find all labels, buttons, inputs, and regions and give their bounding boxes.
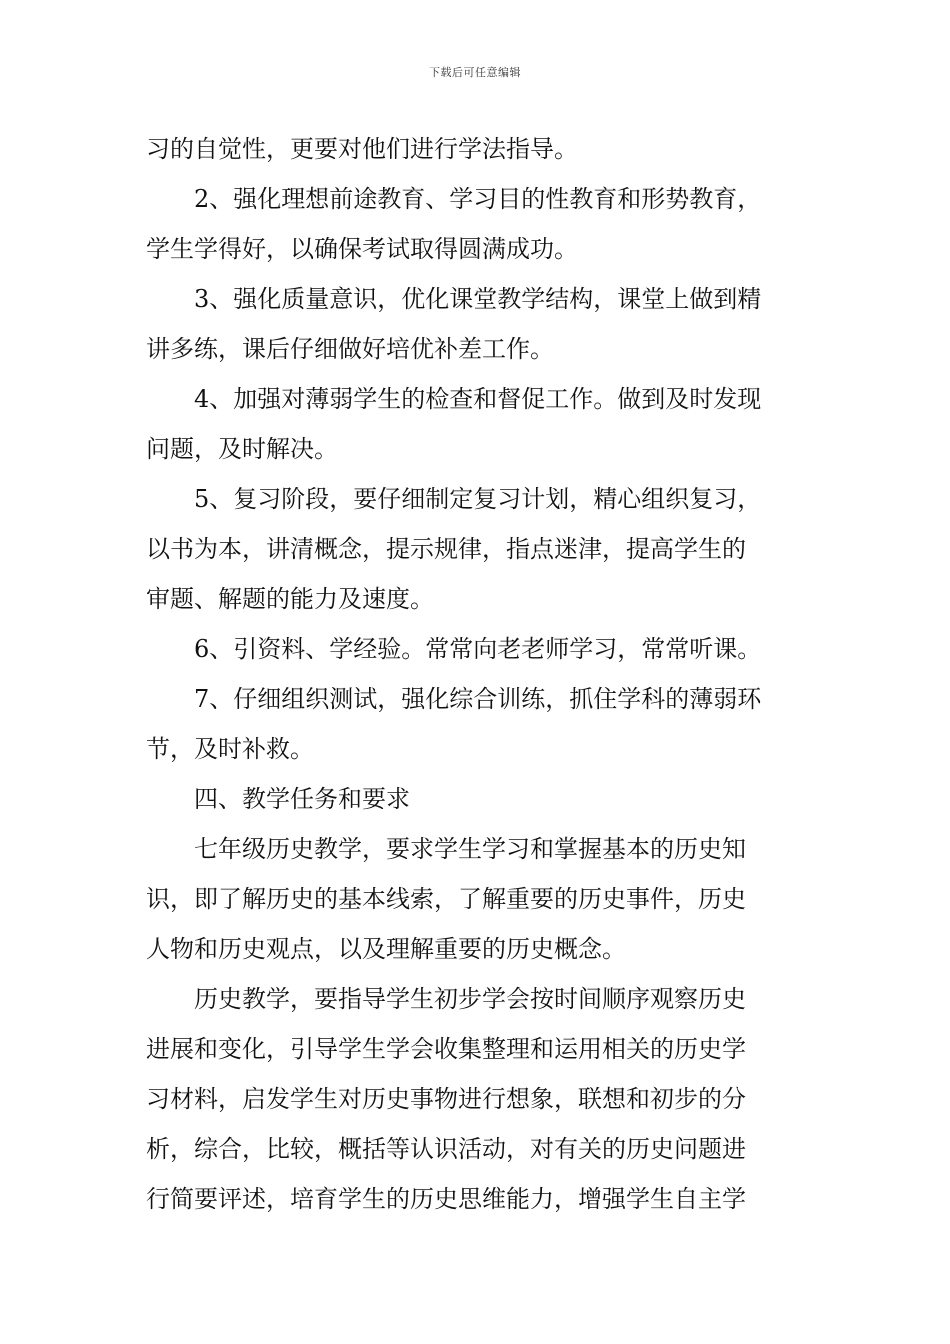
text-line: 2、强化理想前途教育、学习目的性教育和形势教育， (194, 185, 762, 213)
text-line: 识，即了解历史的基本线索，了解重要的历史事件，历史 (146, 885, 746, 913)
section-heading: 四、教学任务和要求 (194, 785, 410, 813)
text-line: 进展和变化，引导学生学会收集整理和运用相关的历史学 (146, 1035, 746, 1063)
text-line: 学生学得好，以确保考试取得圆满成功。 (146, 235, 578, 263)
text-line: 析，综合，比较，概括等认识活动，对有关的历史问题进 (146, 1135, 746, 1163)
text-line: 七年级历史教学，要求学生学习和掌握基本的历史知 (194, 835, 746, 863)
text-line: 4、加强对薄弱学生的检查和督促工作。做到及时发现 (194, 385, 762, 413)
text-line: 习材料，启发学生对历史事物进行想象，联想和初步的分 (146, 1085, 746, 1113)
text-line: 人物和历史观点，以及理解重要的历史概念。 (146, 935, 626, 963)
text-line: 6、引资料、学经验。常常向老老师学习，常常听课。 (194, 635, 762, 663)
text-line: 讲多练，课后仔细做好培优补差工作。 (146, 335, 554, 363)
text-line: 3、强化质量意识，优化课堂教学结构，课堂上做到精 (194, 285, 762, 313)
text-line: 行简要评述，培育学生的历史思维能力，增强学生自主学 (146, 1185, 746, 1213)
text-line: 历史教学，要指导学生初步学会按时间顺序观察历史 (194, 985, 746, 1013)
document-body (146, 124, 808, 1224)
text-line: 7、仔细组织测试，强化综合训练，抓住学科的薄弱环 (194, 685, 762, 713)
text-line: 以书为本，讲清概念，提示规律，指点迷津，提高学生的 (146, 535, 746, 563)
text-line: 审题、解题的能力及速度。 (146, 585, 434, 613)
page-header: 下载后可任意编辑 (429, 66, 521, 79)
text-line: 问题，及时解决。 (146, 435, 338, 463)
text-line: 5、复习阶段，要仔细制定复习计划，精心组织复习， (194, 485, 762, 513)
text-line: 习的自觉性，更要对他们进行学法指导。 (146, 135, 578, 163)
text-line: 节，及时补救。 (146, 735, 314, 763)
